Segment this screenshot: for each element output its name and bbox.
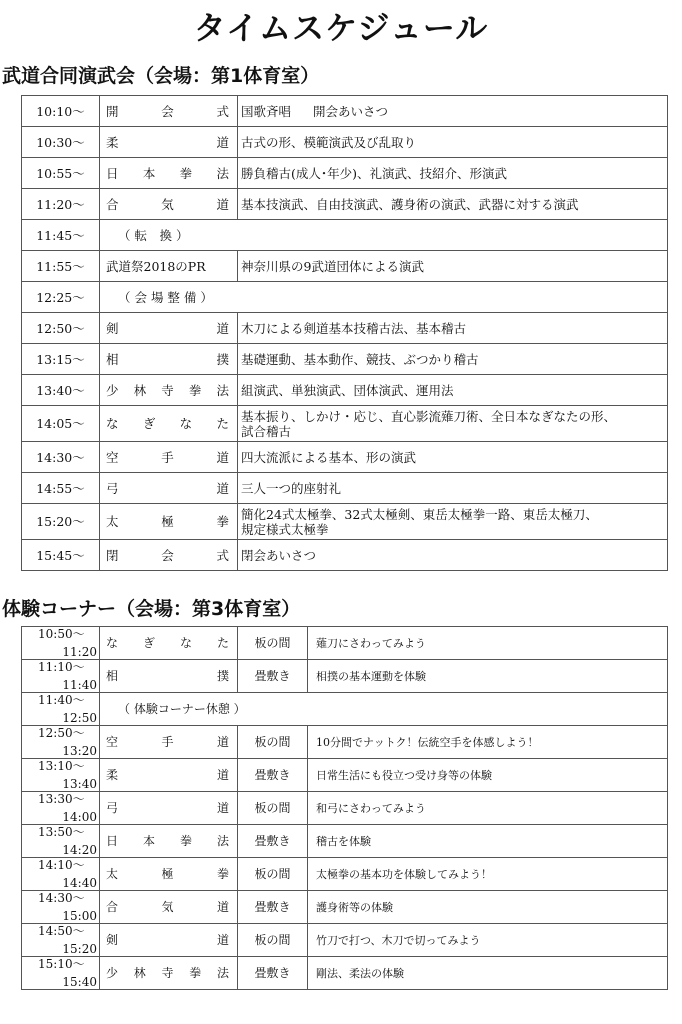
program-cell	[100, 825, 238, 858]
interval-cell	[100, 220, 668, 251]
venue-cell: 板の間	[238, 924, 308, 957]
start-time: 14:30〜	[38, 891, 85, 905]
description-cell	[238, 251, 668, 282]
description-cell: 稽古を体験	[308, 825, 668, 858]
program-cell	[100, 726, 238, 759]
description-line: 開会あいさつ	[313, 103, 389, 119]
time-cell: 11:20〜	[22, 189, 100, 220]
time-range-cell	[22, 858, 100, 891]
experience-row	[22, 858, 668, 891]
schedule-row	[22, 127, 668, 158]
program-cell	[100, 924, 238, 957]
experience-row	[22, 957, 668, 990]
time-range-cell	[22, 627, 100, 660]
start-time: 14:10〜	[38, 858, 85, 872]
program-cell	[100, 540, 238, 571]
description-cell	[238, 406, 668, 442]
program-cell	[100, 251, 238, 282]
program-cell	[100, 375, 238, 406]
end-time: 11:20	[62, 645, 97, 659]
end-time: 14:00	[62, 810, 97, 824]
program-name: 相 撲	[106, 351, 229, 367]
end-time: 11:40	[62, 678, 97, 692]
description-line: 古式の形、模範演武及び乱取り	[241, 134, 417, 150]
description-cell: 竹刀で打つ、木刀で切ってみよう	[308, 924, 668, 957]
description-cell	[238, 473, 668, 504]
description-cell: 護身術等の体験	[308, 891, 668, 924]
program-name: 弓 道	[106, 480, 229, 496]
program-cell	[100, 442, 238, 473]
interval-label: （ 転 換 ）	[118, 227, 189, 243]
venue-cell: 畳敷き	[238, 759, 308, 792]
interval-cell	[100, 282, 668, 313]
description-cell	[238, 313, 668, 344]
venue-cell: 板の間	[238, 726, 308, 759]
program-cell	[100, 891, 238, 924]
description-line: 木刀による剣道基本技稽古法、基本稽古	[241, 320, 467, 336]
experience-row	[22, 627, 668, 660]
venue-cell: 畳敷き	[238, 825, 308, 858]
description-cell	[238, 344, 668, 375]
venue-cell: 板の間	[238, 627, 308, 660]
program-cell	[100, 957, 238, 990]
program-cell	[100, 858, 238, 891]
description-cell: 剛法、柔法の体験	[308, 957, 668, 990]
venue-cell: 畳敷き	[238, 660, 308, 693]
description-line: 四大流派による基本、形の演武	[241, 449, 417, 465]
end-time: 15:40	[62, 975, 97, 989]
venue-cell: 畳敷き	[238, 891, 308, 924]
time-range-cell	[22, 957, 100, 990]
start-time: 14:50〜	[38, 924, 85, 938]
program-name: 剣 道	[106, 320, 229, 336]
time-range-cell	[22, 792, 100, 825]
program-name: 弓 道	[106, 800, 229, 815]
description-cell: 太極拳の基本功を体験してみよう！	[308, 858, 668, 891]
time-range-cell	[22, 825, 100, 858]
program-cell	[100, 127, 238, 158]
description-cell: 日常生活にも役立つ受け身等の体験	[308, 759, 668, 792]
program-name: な ぎ な た	[106, 635, 229, 650]
description-line: 基本技演武、自由技演武、護身術の演武、武器に対する演武	[241, 196, 579, 212]
schedule-row	[22, 251, 668, 282]
program-name: 空 手 道	[106, 734, 229, 749]
time-cell: 14:55〜	[22, 473, 100, 504]
break-cell	[100, 693, 668, 726]
schedule-row	[22, 158, 668, 189]
time-cell: 13:40〜	[22, 375, 100, 406]
program-cell	[100, 158, 238, 189]
program-name: な ぎ な た	[106, 416, 229, 431]
description-cell	[238, 189, 668, 220]
time-cell: 12:50〜	[22, 313, 100, 344]
time-cell: 10:30〜	[22, 127, 100, 158]
time-range-cell	[22, 660, 100, 693]
experience-row	[22, 792, 668, 825]
description-cell	[238, 540, 668, 571]
program-name: 相 撲	[106, 668, 229, 683]
end-time: 12:50	[62, 711, 97, 725]
time-cell: 11:45〜	[22, 220, 100, 251]
experience-row	[22, 726, 668, 759]
program-cell	[100, 759, 238, 792]
start-time: 10:50〜	[38, 627, 85, 641]
description-line: 基本振り、しかけ・応じ、直心影流薙刀術、全日本なぎなたの形、	[241, 408, 617, 424]
time-cell: 15:45〜	[22, 540, 100, 571]
program-cell	[100, 406, 238, 442]
program-name: 空 手 道	[106, 449, 229, 465]
program-name: 少 林 寺 拳 法	[106, 382, 229, 398]
description-line: 神奈川県の9武道団体による演武	[241, 258, 424, 274]
section-heading-experience: 体験コーナー（会場：第3体育室）	[2, 598, 301, 620]
section-heading-demonstration: 武道合同演武会（会場：第1体育室）	[2, 65, 320, 87]
schedule-row	[22, 406, 668, 442]
end-time: 15:00	[62, 909, 97, 923]
time-cell: 14:30〜	[22, 442, 100, 473]
schedule-row	[22, 375, 668, 406]
experience-row	[22, 660, 668, 693]
program-name: 日 本 拳 法	[106, 833, 229, 848]
description-line: 試合稽古	[241, 423, 292, 439]
description-line: 簡化24式太極拳、32式太極剣、東岳太極拳一路、東岳太極刀、	[241, 506, 598, 522]
time-range-cell	[22, 726, 100, 759]
program-name: 少 林 寺 拳 法	[106, 965, 229, 980]
description-cell	[238, 96, 668, 127]
program-cell	[100, 627, 238, 660]
description-cell	[238, 442, 668, 473]
description-cell: 薙刀にさわってみよう	[308, 627, 668, 660]
time-cell: 10:10〜	[22, 96, 100, 127]
venue-cell: 畳敷き	[238, 957, 308, 990]
program-cell	[100, 344, 238, 375]
program-name: 閉 会 式	[106, 547, 229, 563]
demonstration-schedule-table	[21, 95, 668, 571]
description-cell	[238, 127, 668, 158]
experience-row	[22, 759, 668, 792]
time-range-cell	[22, 759, 100, 792]
program-name: 柔 道	[106, 767, 229, 782]
end-time: 13:20	[62, 744, 97, 758]
program-name: 開 会 式	[106, 103, 229, 119]
description-cell	[238, 158, 668, 189]
program-cell	[100, 473, 238, 504]
time-cell: 13:15〜	[22, 344, 100, 375]
end-time: 14:40	[62, 876, 97, 890]
experience-corner-table	[21, 626, 668, 990]
start-time: 11:10〜	[38, 660, 85, 674]
interval-label: （ 会 場 整 備 ）	[118, 289, 213, 305]
program-cell	[100, 504, 238, 540]
experience-row	[22, 825, 668, 858]
program-name: 合 気 道	[106, 899, 229, 914]
venue-cell: 板の間	[238, 792, 308, 825]
time-cell: 11:55〜	[22, 251, 100, 282]
description-cell: 相撲の基本運動を体験	[308, 660, 668, 693]
schedule-row	[22, 540, 668, 571]
schedule-row	[22, 220, 668, 251]
schedule-row	[22, 442, 668, 473]
start-time: 13:30〜	[38, 792, 85, 806]
time-range-cell	[22, 924, 100, 957]
schedule-row	[22, 189, 668, 220]
description-cell: 10分間でナットク！伝統空手を体感しよう！	[308, 726, 668, 759]
description-line: 基礎運動、基本動作、競技、ぶつかり稽古	[241, 351, 479, 367]
schedule-row	[22, 344, 668, 375]
description-line: 閉会あいさつ	[241, 547, 317, 563]
break-label: （ 体験コーナー休憩 ）	[118, 701, 246, 716]
schedule-row	[22, 282, 668, 313]
end-time: 14:20	[62, 843, 97, 857]
time-cell: 10:55〜	[22, 158, 100, 189]
program-name: 日 本 拳 法	[106, 165, 229, 181]
start-time: 13:10〜	[38, 759, 85, 773]
description-cell: 和弓にさわってみよう	[308, 792, 668, 825]
description-line: 国歌斉唱	[241, 103, 292, 119]
schedule-row	[22, 96, 668, 127]
program-name: 柔 道	[106, 134, 229, 150]
start-time: 13:50〜	[38, 825, 85, 839]
program-cell	[100, 96, 238, 127]
description-line: 規定様式太極拳	[241, 521, 329, 537]
program-name: 武道祭2018のPR	[106, 258, 206, 274]
schedule-row	[22, 473, 668, 504]
start-time: 15:10〜	[38, 957, 85, 971]
schedule-row	[22, 504, 668, 540]
time-cell: 15:20〜	[22, 504, 100, 540]
program-name: 太 極 拳	[106, 514, 229, 529]
page-title: タイムスケジュール	[193, 9, 489, 47]
program-cell	[100, 792, 238, 825]
time-range-cell	[22, 891, 100, 924]
program-cell	[100, 189, 238, 220]
description-cell	[238, 375, 668, 406]
end-time: 15:20	[62, 942, 97, 956]
description-cell	[238, 504, 668, 540]
program-cell	[100, 313, 238, 344]
venue-cell: 板の間	[238, 858, 308, 891]
description-line: 組演武、単独演武、団体演武、運用法	[241, 382, 454, 398]
program-name: 太 極 拳	[106, 866, 229, 881]
program-name: 合 気 道	[106, 196, 229, 212]
experience-row	[22, 924, 668, 957]
time-range-cell	[22, 693, 100, 726]
program-name: 剣 道	[106, 932, 229, 947]
start-time: 12:50〜	[38, 726, 85, 740]
schedule-row	[22, 313, 668, 344]
experience-row	[22, 891, 668, 924]
description-line: 勝負稽古(成人･年少)、礼演武、技紹介、形演武	[241, 165, 508, 181]
description-line: 三人一つ的座射礼	[241, 480, 342, 496]
time-cell: 12:25〜	[22, 282, 100, 313]
start-time: 11:40〜	[38, 693, 85, 707]
end-time: 13:40	[62, 777, 97, 791]
time-cell: 14:05〜	[22, 406, 100, 442]
experience-row	[22, 693, 668, 726]
program-cell	[100, 660, 238, 693]
